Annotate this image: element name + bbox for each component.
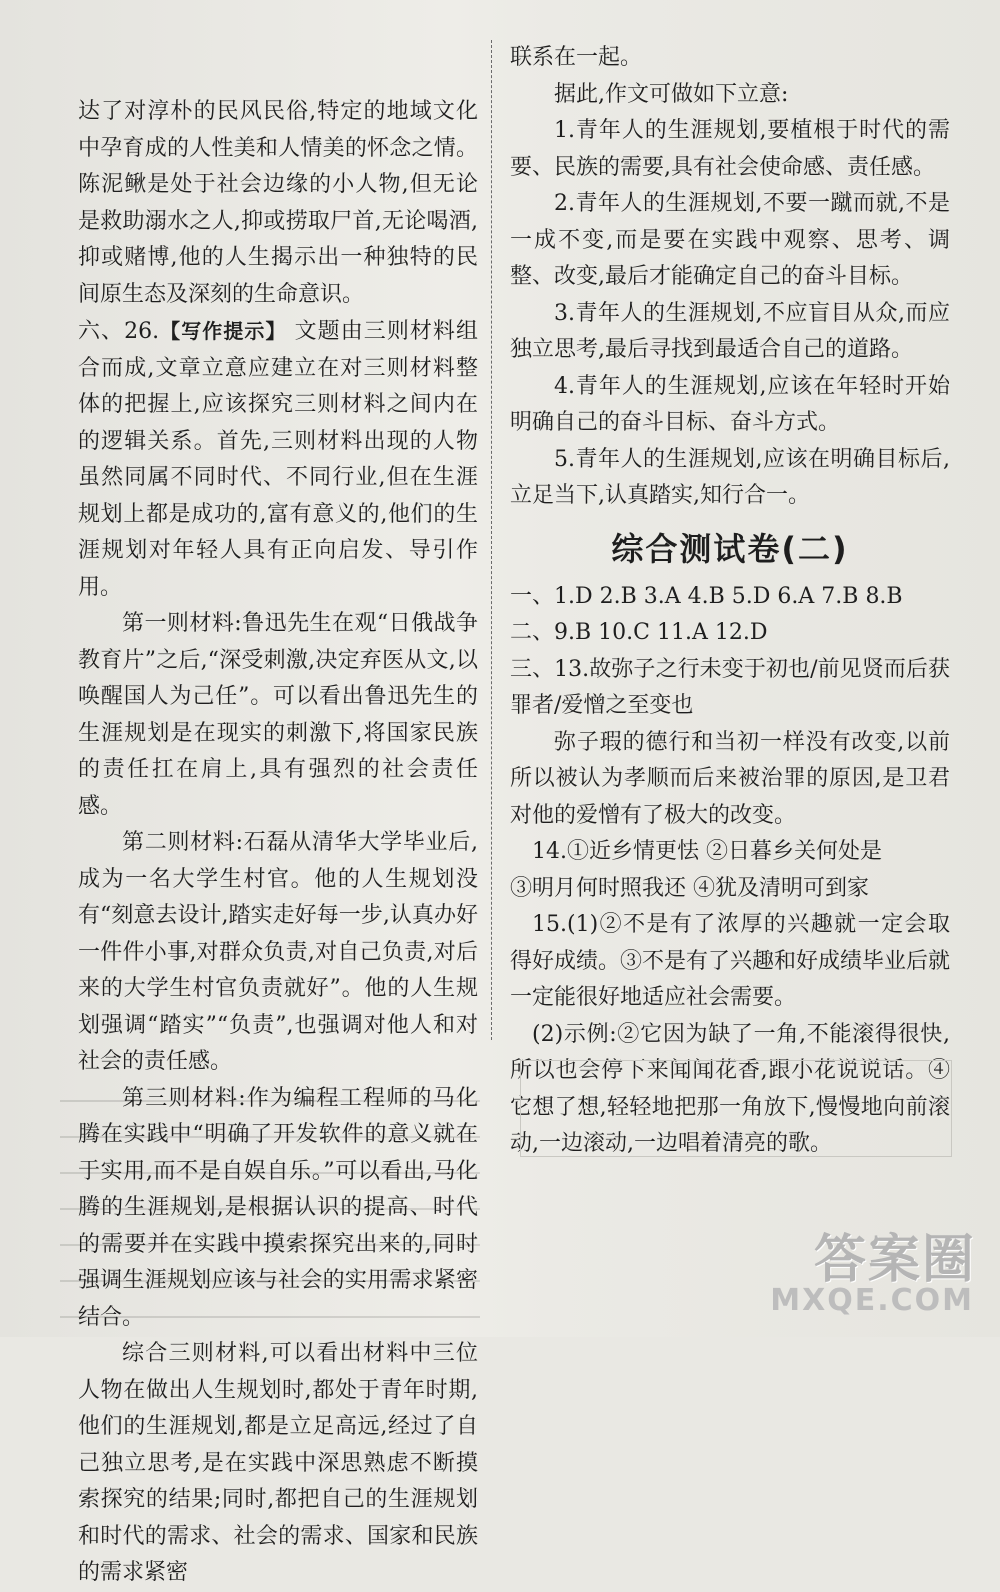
writing-hint-tag: 【写作提示】 [159,319,287,343]
right-paragraph-2: 1.青年人的生涯规划,要植根于时代的需要、民族的需要,具有社会使命感、责任感。 [510,118,950,180]
left-paragraph-6: 综合三则材料,可以看出材料中三位人物在做出人生规划时,都处于青年时期,他们的生涯规划,都是立足高远,经过了自己独立思考,是在实践中深思熟虑不断摸索探究的结果;同时,都把自己的生涯规划和时代的需求、社会的需求、国家和民族的需求紧密 [78,1341,478,1585]
left-column [78,94,478,1592]
left-paragraph-2 [78,313,478,606]
left-paragraph-1: 达了对淳朴的民风民俗,特定的地域文化中孕育成的人性美和人情美的怀念之情。陈泥鳅是处于社会边缘的小人物,但无论是救助溺水之人,抑或捞取尸首,无论喝酒,抑或赌博,他的人生揭示出一种独特的民间原生态及深刻的生命意识。 [78,99,478,307]
right-paragraph-5: 4.青年人的生涯规划,应该在年轻时开始明确自己的奋斗目标、奋斗方式。 [510,373,950,435]
answer-15-part-1: 15.(1)②不是有了浓厚的兴趣就一定会取得好成绩。③不是有了兴趣和好成绩毕业后就一定能很好地适应社会需要。 [510,912,951,1010]
right-column [510,40,950,1163]
answer-line-2: 二、9.B 10.C 11.A 12.D [510,620,768,645]
answer-15-part-2: (2)示例:②它因为缺了一角,不能滚得很快,所以也会停下来闻闻花香,跟小花说说话。④它想了想,轻轻地把那一角放下,慢慢地向前滚动,一边滚动,一边唱着清亮的歌。 [510,1021,950,1156]
right-paragraph-1: 据此,作文可做如下立意: [554,81,789,107]
column-divider [491,40,492,1040]
bleed-through-box [520,1060,952,1157]
answer-14-line-2: ③明月何时照我还 ④犹及清明可到家 [510,875,869,901]
answer-translation: 弥子瑕的德行和当初一样没有改变,以前所以被认为孝顺而后来被治罪的原因,是卫君对他的爱憎有了极大的改变。 [510,729,950,828]
right-paragraph-3: 2.青年人的生涯规划,不要一蹴而就,不是一成不变,而是要在实践中观察、思考、调整、改变,最后才能确定自己的奋斗目标。 [510,191,950,289]
answer-14-line-1: 14.①近乡情更怯 ②日暮乡关何处是 [532,839,882,864]
section-title: 综合测试卷(二) [611,529,849,568]
left-paragraph-5: 第三则材料:作为编程工程师的马化腾在实践中“明确了开发软件的意义就在于实用,而不是自娱自乐。”可以看出,马化腾的生涯规划,是根据认识的提高、时代的需要并在实践中摸索探究出来的,同时强调生涯规划应该与社会的实用需求紧密结合。 [78,1085,478,1330]
right-paragraph-4: 3.青年人的生涯规划,不应盲目从众,而应独立思考,最后寻找到最适合自己的道路。 [510,300,950,362]
site-watermark [770,1217,982,1327]
answer-line-1: 一、1.D 2.B 3.A 4.B 5.D 6.A 7.B 8.B [510,583,903,609]
right-paragraph-6: 5.青年人的生涯规划,应该在明确目标后,立足当下,认真踏实,知行合一。 [510,446,950,508]
watermark-logo-text: 答案圈 [813,1230,976,1290]
watermark-domain: MXQE.COM [770,1283,974,1318]
question-number: 六、26. [78,319,160,344]
answer-line-3: 三、13.故弥子之行未变于初也/前见贤而后获罪者/爱憎之至变也 [510,656,950,718]
right-paragraph-0: 联系在一起。 [510,45,643,70]
writing-hint-body: 文题由三则材料组合而成,文章立意应建立在对三则材料整体的把握上,应该探究三则材料之间内在的逻辑关系。首先,三则材料出现的人物虽然同属不同时代、不同行业,但在生涯规划上都是成功的,富有意义的,他们的生涯规划对年轻人具有正向启发、导引作用。 [78,319,478,600]
left-paragraph-3: 第一则材料:鲁迅先生在观“日俄战争教育片”之后,“深受刺激,决定弃医从文,以唤醒国人为己任”。可以看出鲁迅先生的生涯规划是在现实的刺激下,将国家民族的责任扛在肩上,具有强烈的社会责任感。 [78,611,478,819]
left-paragraph-4: 第二则材料:石磊从清华大学毕业后,成为一名大学生村官。他的人生规划没有“刻意去设计,踏实走好每一步,认真办好一件件小事,对群众负责,对自己负责,对后来的大学生村官负责就好”。他的人生规划强调“踏实”“负责”,也强调对他人和对社会的责任感。 [78,830,478,1074]
